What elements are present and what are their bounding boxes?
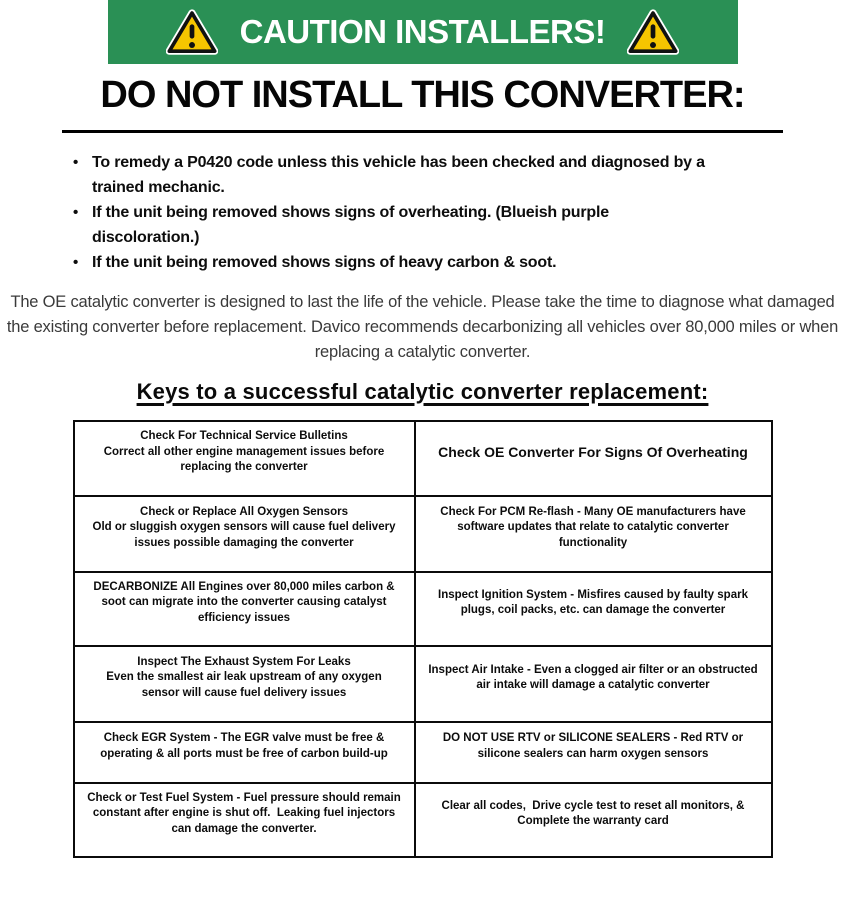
cell-text: Old or sluggish oxygen sensors will cause fuel delivery issues possible damaging the converter [92,521,399,549]
table-cell [74,783,415,857]
cell-text: Even the smallest air leak upstream of any oxygen sensor will cause fuel delivery issues [106,671,385,699]
cell-text: Inspect The Exhaust System For Leaks [137,655,351,668]
cell-text: DO NOT USE RTV or SILICONE SEALERS - Red RTV or silicone sealers can harm oxygen sensors [442,732,747,760]
warning-list-item: • If the unit being removed shows signs of heavy carbon & soot. [68,250,716,275]
table-row [74,572,772,646]
caution-banner [108,0,738,64]
table-cell [415,572,772,646]
table-cell [415,496,772,572]
table-cell [415,421,772,496]
table-cell [74,722,415,783]
cell-text: Check or Test Fuel System - Fuel pressure should remain constant after engine is shut off. Leaking fuel injectors can damage the converter. [87,791,404,835]
warning-list [68,150,716,275]
cell-text: Inspect Air Intake - Even a clogged air filter or an obstructed air intake will damage a catalytic converter [428,663,761,691]
table-row [74,421,772,496]
table-cell [74,572,415,646]
table-row [74,646,772,722]
keys-table [73,420,773,858]
table-cell [74,421,415,496]
cell-text: Correct all other engine management issues before replacing the converter [103,445,388,474]
page-title: DO NOT INSTALL THIS CONVERTER: [100,74,745,116]
warning-list-item: • If the unit being removed shows signs of overheating. (Blueish purple discoloration.) [68,200,716,250]
cell-text: Check EGR System - The EGR valve must be free & operating & all ports must be free of carbon build-up [100,732,388,760]
table-row [74,496,772,572]
table-cell [74,496,415,572]
warning-triangle-icon [166,9,218,56]
cell-text: Check OE Converter For Signs Of Overheating [438,444,748,460]
table-cell [415,646,772,722]
cell-text: Check For PCM Re-flash - Many OE manufacturers have software updates that relate to catalytic converter functionality [440,505,749,549]
warning-list-item: • To remedy a P0420 code unless this vehicle has been checked and diagnosed by a trained mechanic. [68,150,716,200]
table-cell [415,722,772,783]
cell-text: Inspect Ignition System - Misfires caused by faulty spark plugs, coil packs, etc. can damage the converter [438,588,752,616]
table-row [74,722,772,783]
cell-text: Check or Replace All Oxygen Sensors [140,505,348,518]
warning-triangle-icon [627,9,679,56]
table-cell [74,646,415,722]
intro-paragraph: The OE catalytic converter is designed to last the life of the vehicle. Please take the time to diagnose what damaged the existing converter before replacement. Davico recommends decarbonizing all vehicles over 80,000 miles or when replacing a catalytic converter. [6,293,839,361]
caution-banner-label: CAUTION INSTALLERS! [239,13,606,50]
cell-text: DECARBONIZE All Engines over 80,000 miles carbon & soot can migrate into the converter causing catalyst efficiency issues [93,580,398,624]
divider-line [62,130,783,133]
keys-heading: Keys to a successful catalytic converter replacement: [136,379,709,404]
table-row [74,783,772,857]
cell-text: Clear all codes, Drive cycle test to reset all monitors, & Complete the warranty card [441,799,748,827]
table-cell [415,783,772,857]
cell-text: Check For Technical Service Bulletins [140,430,348,443]
